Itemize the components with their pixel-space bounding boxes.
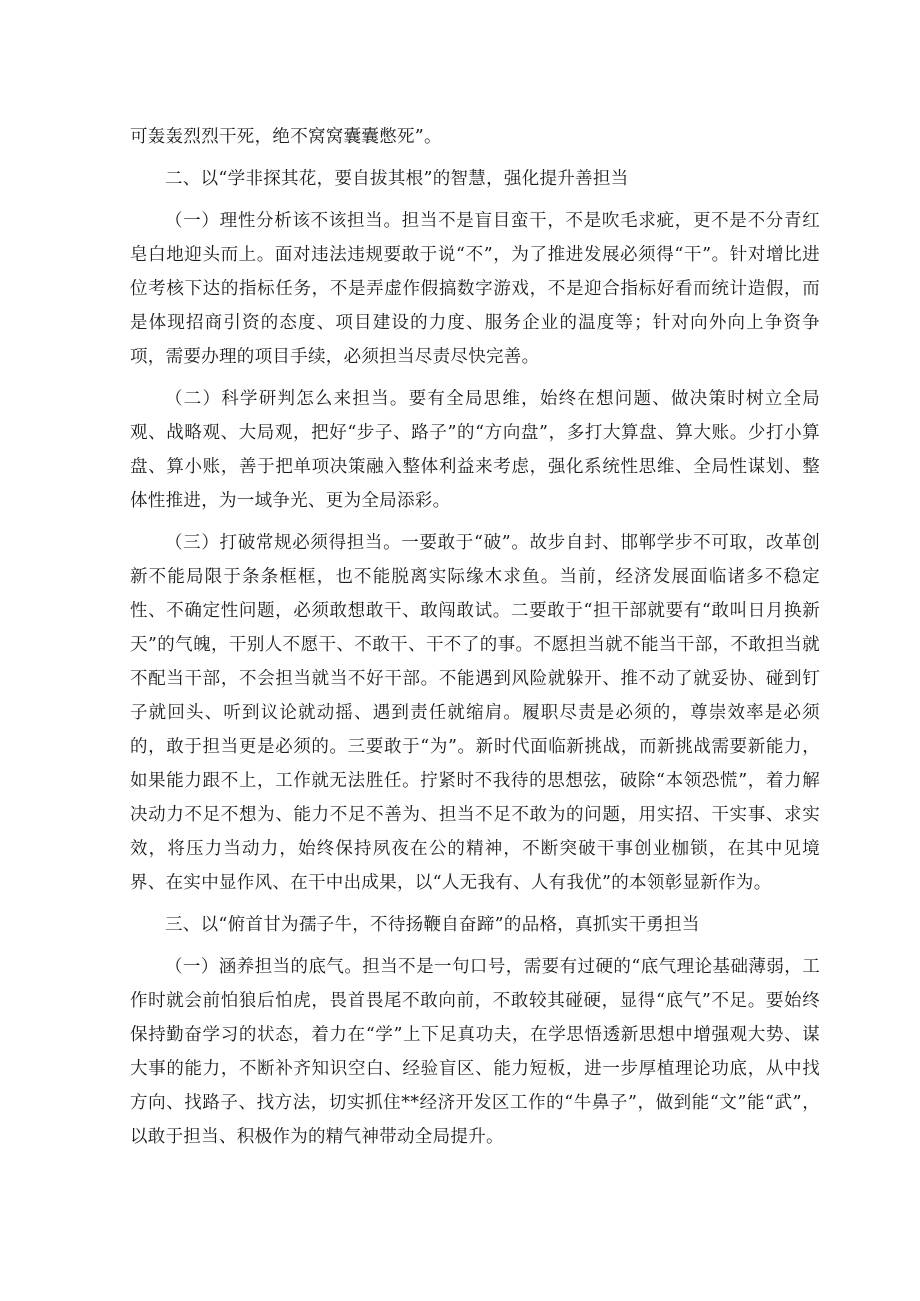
paragraph-2-1: （一）理性分析该不该担当。担当不是盲目蛮干，不是吹毛求疵，更不是不分青红皂白地迎头而上。面对违法违规要敢于说“不”，为了推进发展必须得“干”。针对增比进位考核下达的指标任务，不是弄虚作假搞数字游戏，不是迎合指标好看而统计造假，而是体现招商引资的态度、项目建设的力度、服务企业的温度等；针对向外向上争资争项，需要办理的项目手续，必须担当尽责尽快完善。	[130, 211, 820, 367]
paragraph-continuation: 可轰轰烈烈干死，绝不窝窝囊囊憋死”。	[130, 127, 442, 147]
paragraph-2-2: （二）科学研判怎么来担当。要有全局思维，始终在想问题、做决策时树立全局观、战略观、大局观，把好“步子、路子”的“方向盘”，多打大算盘、算大账。少打小算盘、算小账，善于把单项决策融入整体利益来考虑，强化系统性思维、全局性谋划、整体性推进，为一域争光、更为全局添彩。	[130, 389, 820, 511]
section-heading-3: 三、以“俯首甘为孺子牛，不待扬鞭自奋蹄”的品格，真抓实干勇担当	[165, 915, 700, 935]
document-page	[130, 120, 820, 1154]
paragraph-2-3: （三）打破常规必须得担当。一要敢于“破”。故步自封、邯郸学步不可取，改革创新不能局限于条条框框，也不能脱离实际缘木求鱼。当前，经济发展面临诸多不稳定性、不确定性问题，必须敢想敢干、敢闯敢试。二要敢于“担干部就要有“敢叫日月换新天”的气魄，干别人不愿干、不敢干、干不了的事。不愿担当就不能当干部，不敢担当就不配当干部，不会担当就当不好干部。不能遇到风险就躲开、推不动了就妥协、碰到钉子就回头、听到议论就动摇、遇到责任就缩肩。履职尽责是必须的，尊崇效率是必须的，敢于担当更是必须的。三要敢于“为”。新时代面临新挑战，而新挑战需要新能力，如果能力跟不上，工作就无法胜任。拧紧时不我待的思想弦，破除“本领恐慌”，着力解决动力不足不想为、能力不足不善为、担当不足不敢为的问题，用实招、干实事、求实效，将压力当动力，始终保持夙夜在公的精神，不断突破干事创业枷锁，在其中见境界、在实中显作风、在干中出成果，以“人无我有、人有我优”的本领彰显新作为。	[130, 533, 820, 893]
section-heading-2: 二、以“学非探其花，要自拔其根”的智慧，强化提升善担当	[165, 169, 629, 189]
paragraph-3-1: （一）涵养担当的底气。担当不是一句口号，需要有过硬的“底气理论基础薄弱，工作时就会前怕狼后怕虎，畏首畏尾不敢向前，不敢较其碰硬，显得“底气”不足。要始终保持勤奋学习的状态，着力在“学”上下足真功夫，在学思悟透新思想中增强观大势、谋大事的能力，不断补齐知识空白、经验盲区、能力短板，进一步厚植理论功底，从中找方向、找路子、找方法，切实抓住**经济开发区工作的“牛鼻子”，做到能“文”能“武”，以敢于担当、积极作为的精气神带动全局提升。	[130, 957, 820, 1147]
